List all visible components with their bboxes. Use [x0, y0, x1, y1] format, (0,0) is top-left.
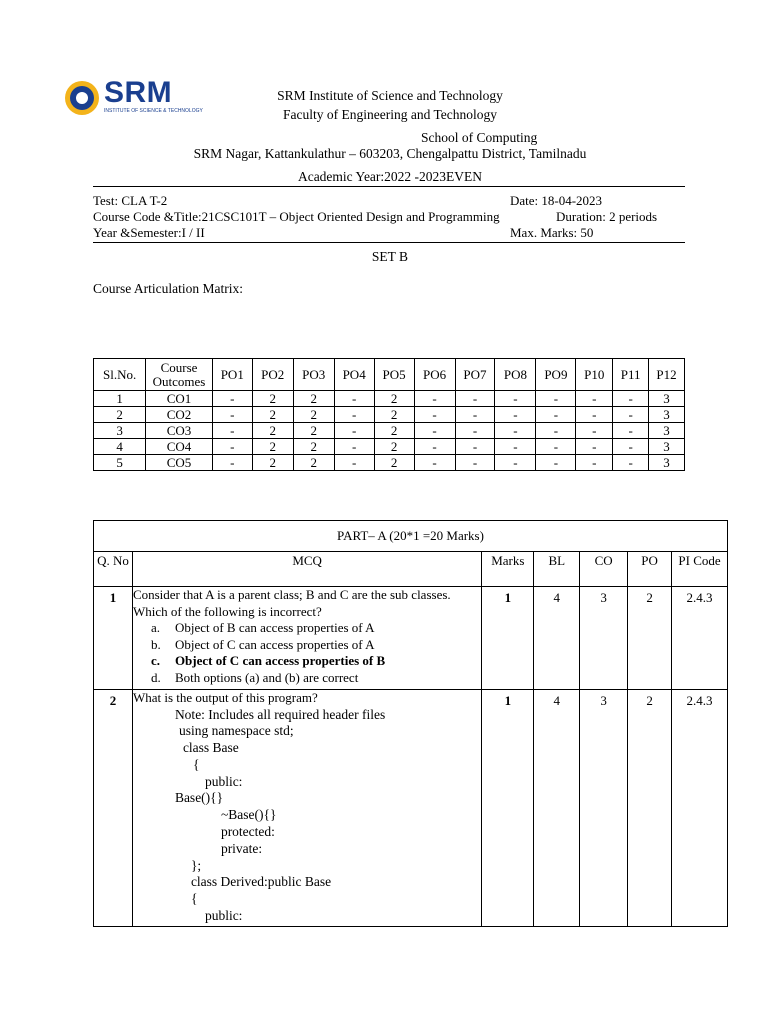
question-pi: 2.4.3	[672, 690, 728, 927]
institute-name: SRM Institute of Science and Technology	[277, 88, 503, 103]
articulation-cell: 2	[252, 423, 293, 439]
question-text: Consider that A is a parent class; B and C are the sub classes. Which of the following is incorrect?	[132, 587, 451, 619]
articulation-cell: CO5	[146, 455, 213, 471]
articulation-header-cell: PO1	[212, 359, 252, 391]
option-key: c.	[150, 653, 160, 668]
articulation-cell: CO1	[146, 391, 213, 407]
question-marks: 1	[482, 690, 534, 927]
articulation-header-cell: PO4	[334, 359, 374, 391]
articulation-cell: 3	[649, 439, 685, 455]
code-line: };	[190, 857, 202, 873]
course-row	[93, 209, 685, 225]
articulation-cell: -	[212, 423, 252, 439]
articulation-cell: 1	[94, 391, 146, 407]
articulation-cell: 2	[94, 407, 146, 423]
articulation-cell: -	[613, 439, 649, 455]
articulation-cell: -	[334, 391, 374, 407]
articulation-row	[94, 439, 685, 455]
articulation-header-cell: P11	[613, 359, 649, 391]
articulation-cell: CO2	[146, 407, 213, 423]
header-qno: Q. No	[94, 552, 133, 587]
articulation-cell: -	[536, 455, 576, 471]
articulation-cell: 3	[649, 391, 685, 407]
articulation-cell: 3	[649, 407, 685, 423]
articulation-row	[94, 455, 685, 471]
srm-logo	[64, 76, 203, 118]
articulation-cell: -	[576, 407, 613, 423]
articulation-cell: 4	[94, 439, 146, 455]
code-line: public:	[204, 773, 243, 789]
option-text: Both options (a) and (b) are correct	[174, 669, 359, 685]
articulation-cell: -	[495, 455, 536, 471]
articulation-cell: -	[414, 407, 455, 423]
option-key: b.	[150, 636, 161, 652]
logo-tagline: INSTITUTE OF SCIENCE & TECHNOLOGY	[104, 108, 203, 114]
option-item	[151, 653, 481, 670]
articulation-cell: -	[414, 439, 455, 455]
question-bl: 4	[534, 587, 580, 690]
question-bl: 4	[534, 690, 580, 927]
articulation-cell: -	[455, 391, 495, 407]
articulation-table	[93, 358, 685, 471]
articulation-cell: -	[613, 455, 649, 471]
option-list	[133, 620, 481, 686]
articulation-cell: -	[536, 423, 576, 439]
code-block	[133, 707, 481, 925]
header-bl: BL	[534, 552, 580, 587]
articulation-cell: -	[576, 455, 613, 471]
option-key: d.	[150, 669, 161, 685]
year-semester: Year &Semester:I / II	[93, 225, 205, 240]
part-a-title: PART– A (20*1 =20 Marks)	[94, 521, 728, 552]
code-line: using namespace std;	[178, 723, 294, 739]
articulation-cell: 2	[293, 391, 334, 407]
articulation-cell: -	[495, 391, 536, 407]
part-a-table	[93, 520, 728, 927]
articulation-header-cell: PO8	[495, 359, 536, 391]
articulation-cell: 2	[293, 407, 334, 423]
semester-row	[93, 225, 685, 241]
header-pi: PI Code	[672, 552, 728, 587]
articulation-cell: -	[576, 391, 613, 407]
articulation-header-cell: Course Outcomes	[146, 359, 213, 391]
articulation-cell: CO4	[146, 439, 213, 455]
articulation-cell: -	[455, 455, 495, 471]
code-line: ~Base(){}	[220, 807, 277, 823]
code-line: Base(){}	[174, 790, 224, 806]
articulation-cell: -	[536, 391, 576, 407]
articulation-cell: 2	[293, 439, 334, 455]
articulation-cell: 2	[374, 455, 414, 471]
divider-bottom	[93, 242, 685, 243]
articulation-header-cell: PO5	[374, 359, 414, 391]
question-co: 3	[580, 690, 628, 927]
articulation-cell: CO3	[146, 423, 213, 439]
question-co: 3	[580, 587, 628, 690]
question-body	[132, 587, 481, 690]
set-label: SET B	[371, 249, 409, 264]
question-po: 2	[628, 690, 672, 927]
articulation-cell: -	[414, 423, 455, 439]
question-number: 1	[94, 587, 133, 690]
articulation-cell: -	[613, 407, 649, 423]
option-text: Object of C can access properties of B	[174, 653, 386, 668]
course-title: Course Code &Title:21CSC101T – Object Oriented Design and Programming	[93, 209, 500, 224]
articulation-row	[94, 407, 685, 423]
articulation-cell: -	[455, 439, 495, 455]
divider-top	[93, 186, 685, 187]
code-line: Note: Includes all required header files	[174, 706, 386, 722]
articulation-label: Course Articulation Matrix:	[93, 281, 243, 296]
articulation-cell: 2	[374, 407, 414, 423]
articulation-cell: -	[536, 407, 576, 423]
option-text: Object of C can access properties of A	[174, 636, 375, 652]
articulation-cell: -	[212, 439, 252, 455]
articulation-cell: -	[334, 423, 374, 439]
max-marks: Max. Marks: 50	[510, 225, 594, 240]
articulation-cell: -	[334, 439, 374, 455]
question-po: 2	[628, 587, 672, 690]
question-marks: 1	[482, 587, 534, 690]
code-line: class Base	[182, 740, 239, 756]
header-mcq: MCQ	[132, 552, 481, 587]
header-po: PO	[628, 552, 672, 587]
school-name: School of Computing	[421, 130, 538, 145]
articulation-header-cell: P10	[576, 359, 613, 391]
code-line: {	[190, 891, 198, 907]
question-text: What is the output of this program?	[132, 690, 318, 705]
articulation-cell: 3	[649, 455, 685, 471]
question-row-2	[94, 690, 728, 927]
option-item	[151, 670, 481, 687]
articulation-header-cell: PO6	[414, 359, 455, 391]
code-line: class Derived:public Base	[190, 874, 332, 890]
question-row-1	[94, 587, 728, 690]
articulation-cell: -	[455, 407, 495, 423]
code-line: protected:	[220, 824, 275, 840]
articulation-cell: -	[414, 455, 455, 471]
articulation-cell: 2	[252, 439, 293, 455]
test-row	[93, 193, 685, 209]
articulation-cell: -	[212, 391, 252, 407]
articulation-cell: -	[536, 439, 576, 455]
exam-date: Date: 18-04-2023	[510, 193, 603, 208]
question-number: 2	[94, 690, 133, 927]
option-item	[151, 620, 481, 637]
articulation-header-cell: PO2	[252, 359, 293, 391]
srm-emblem-icon	[64, 80, 100, 116]
articulation-row	[94, 391, 685, 407]
articulation-cell: 2	[293, 455, 334, 471]
address: SRM Nagar, Kattankulathur – 603203, Chengalpattu District, Tamilnadu	[193, 146, 587, 161]
articulation-cell: 3	[94, 423, 146, 439]
articulation-header-row	[94, 359, 685, 391]
articulation-cell: 2	[252, 407, 293, 423]
articulation-cell: 2	[374, 423, 414, 439]
code-line: {	[192, 756, 200, 772]
option-item	[151, 637, 481, 654]
articulation-cell: -	[495, 407, 536, 423]
articulation-header-cell: PO3	[293, 359, 334, 391]
articulation-header-cell: PO7	[455, 359, 495, 391]
articulation-cell: 5	[94, 455, 146, 471]
option-text: Object of B can access properties of A	[174, 620, 375, 635]
code-line: public:	[204, 908, 243, 924]
header-co: CO	[580, 552, 628, 587]
articulation-cell: -	[212, 455, 252, 471]
articulation-header-cell: Sl.No.	[94, 359, 146, 391]
articulation-header-cell: P12	[649, 359, 685, 391]
articulation-cell: -	[212, 407, 252, 423]
articulation-cell: 2	[252, 455, 293, 471]
articulation-cell: -	[455, 423, 495, 439]
articulation-cell: -	[613, 423, 649, 439]
question-pi: 2.4.3	[672, 587, 728, 690]
test-label: Test: CLA T-2	[93, 193, 168, 208]
part-a-title-row	[94, 521, 728, 552]
logo-name: SRM	[104, 76, 173, 109]
articulation-cell: 2	[293, 423, 334, 439]
articulation-row	[94, 423, 685, 439]
question-body	[132, 690, 481, 927]
header-marks: Marks	[482, 552, 534, 587]
articulation-cell: 3	[649, 423, 685, 439]
articulation-header-cell: PO9	[536, 359, 576, 391]
articulation-cell: -	[495, 439, 536, 455]
articulation-cell: -	[576, 439, 613, 455]
part-a-header-row	[94, 552, 728, 587]
option-key: a.	[150, 620, 160, 635]
articulation-cell: -	[334, 407, 374, 423]
articulation-cell: 2	[374, 439, 414, 455]
exam-duration: Duration: 2 periods	[556, 209, 658, 224]
faculty-name: Faculty of Engineering and Technology	[282, 107, 497, 122]
academic-year: Academic Year:2022 -2023EVEN	[297, 169, 483, 184]
articulation-cell: -	[334, 455, 374, 471]
articulation-cell: -	[414, 391, 455, 407]
code-line: private:	[220, 840, 263, 856]
articulation-cell: -	[576, 423, 613, 439]
articulation-cell: -	[613, 391, 649, 407]
articulation-cell: 2	[252, 391, 293, 407]
articulation-cell: -	[495, 423, 536, 439]
articulation-cell: 2	[374, 391, 414, 407]
